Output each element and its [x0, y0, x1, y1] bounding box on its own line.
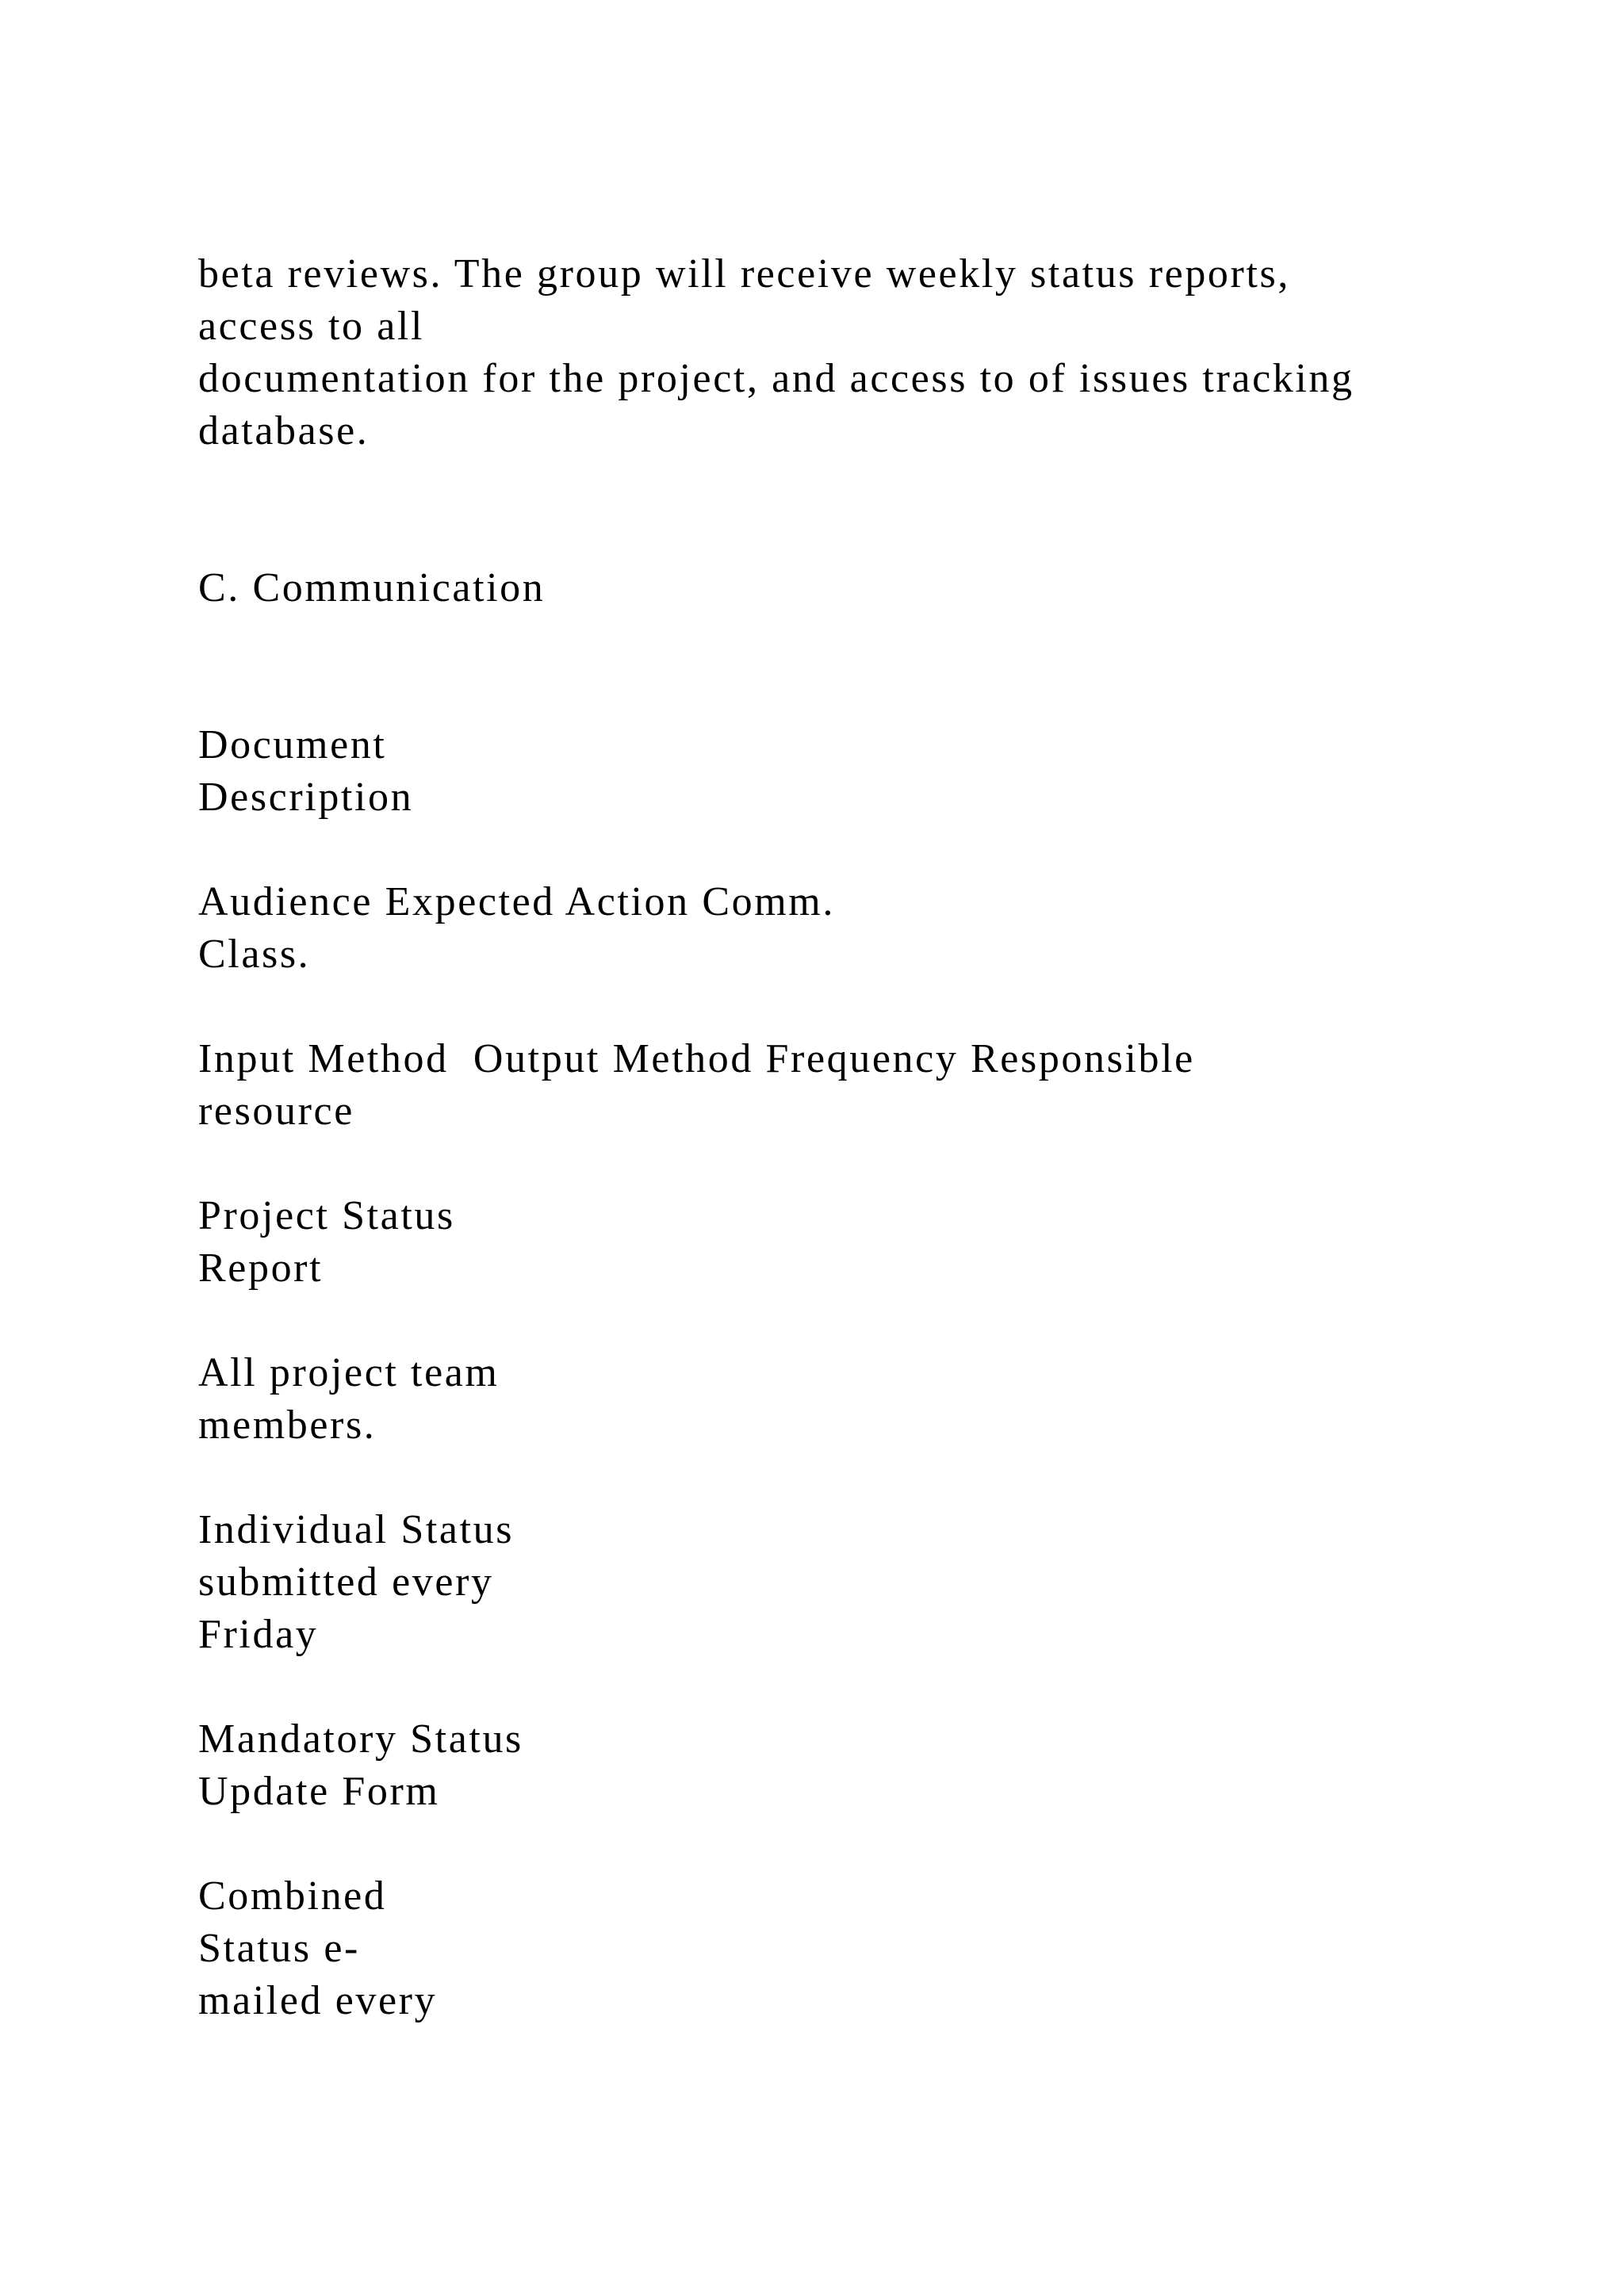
header-resource: resource	[198, 1089, 354, 1134]
entry-output-method-line-1: Combined	[198, 1873, 387, 1919]
header-audience-row: Audience Expected Action Comm.	[198, 879, 835, 924]
entry-document-line-2: Report	[198, 1246, 324, 1291]
header-method-row: Input Method Output Method Frequency Responsible	[198, 1036, 1195, 1081]
header-description: Description	[198, 775, 414, 820]
entry-document-line-1: Project Status	[198, 1193, 455, 1238]
intro-line-3: documentation for the project, and access to of issues tracking	[198, 356, 1354, 401]
header-class: Class.	[198, 932, 311, 977]
entry-expected-action-line-3: Friday	[198, 1612, 319, 1657]
entry-output-method-line-3: mailed every	[198, 1978, 438, 2023]
intro-line-2: access to all	[198, 304, 425, 349]
intro-line-4: database.	[198, 408, 370, 453]
entry-output-method-line-2: Status e-	[198, 1926, 360, 1971]
entry-expected-action-line-1: Individual Status	[198, 1507, 515, 1552]
entry-expected-action-line-2: submitted every	[198, 1559, 494, 1605]
header-document: Document	[198, 722, 387, 767]
entry-audience-line-1: All project team	[198, 1350, 500, 1395]
intro-line-1: beta reviews. The group will receive weekly status reports,	[198, 251, 1290, 297]
entry-input-method-line-1: Mandatory Status	[198, 1716, 523, 1762]
section-heading: C. Communication	[198, 565, 546, 610]
entry-audience-line-2: members.	[198, 1402, 377, 1448]
entry-input-method-line-2: Update Form	[198, 1769, 440, 1814]
